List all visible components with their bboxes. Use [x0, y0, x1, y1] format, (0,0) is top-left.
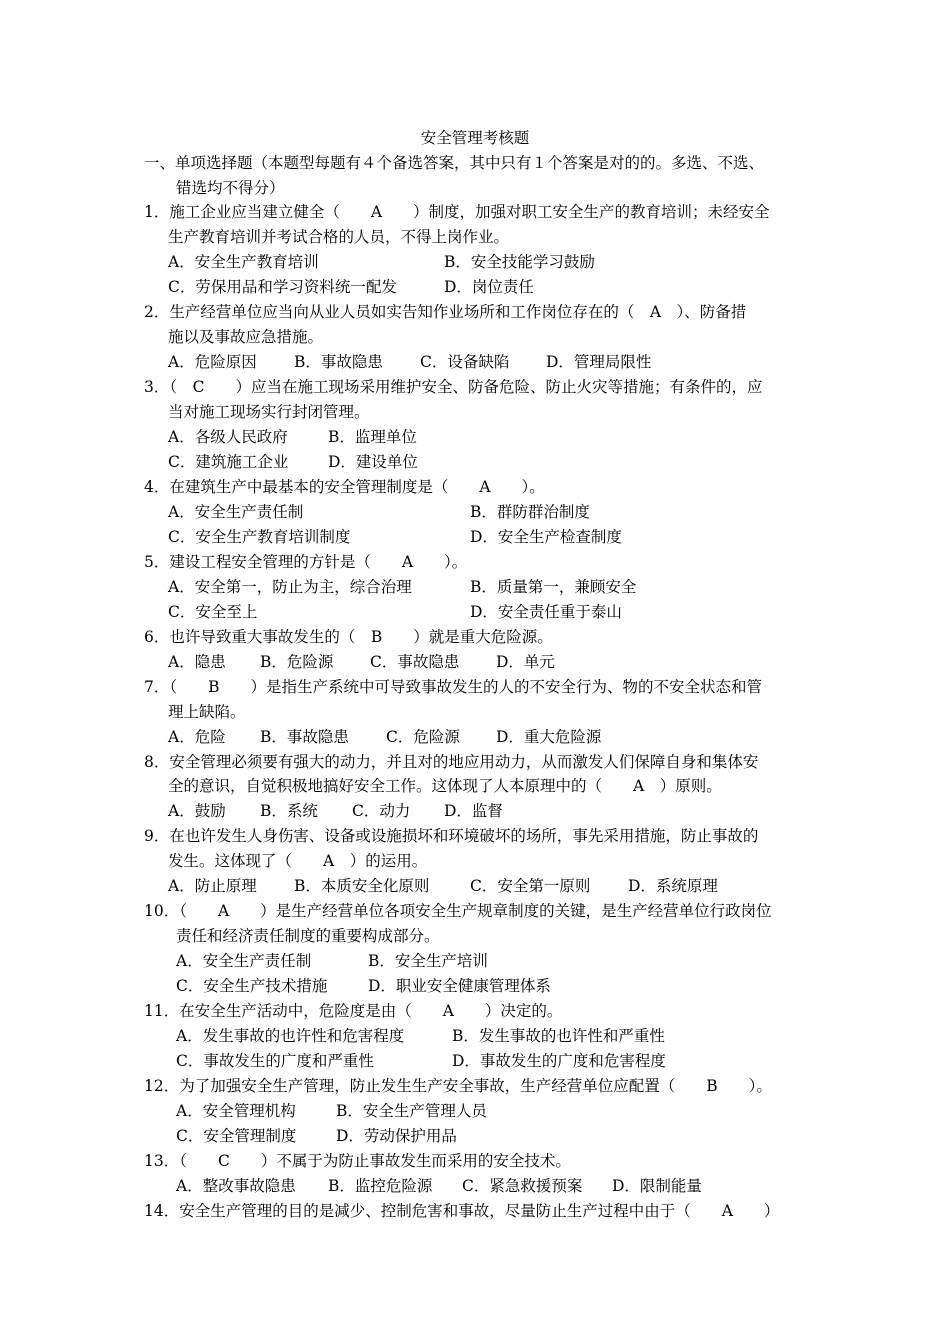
option-a[interactable]: A．隐患 — [168, 653, 226, 671]
option-c[interactable]: C．危险源 — [386, 728, 460, 746]
option-b[interactable]: B．质量第一，兼顾安全 — [470, 578, 637, 596]
question-text-cont: 理上缺陷。 — [168, 703, 246, 721]
question-text-cont: 全的意识，自觉积极地搞好安全工作。这体现了人本原理中的（ A ）原则。 — [168, 777, 722, 795]
option-d[interactable]: D．事故发生的广度和危害程度 — [452, 1052, 666, 1070]
option-b[interactable]: B．危险源 — [260, 653, 334, 671]
page-title: 安全管理考核题 — [420, 129, 530, 147]
option-d[interactable]: D．限制能量 — [612, 1177, 702, 1195]
option-d[interactable]: D．劳动保护用品 — [336, 1127, 457, 1145]
option-a[interactable]: A．安全生产责任制 — [176, 952, 312, 970]
question-text: 2．生产经营单位应当向从业人员如实告知作业场所和工作岗位存在的（ A ）、防备措 — [144, 303, 747, 321]
question-text: 9．在也许发生人身伤害、设备或设施损坏和环境破坏的场所，事先采用措施，防止事故的 — [144, 827, 759, 845]
option-c[interactable]: C．动力 — [352, 802, 411, 820]
option-a[interactable]: A．安全生产教育培训 — [168, 253, 319, 271]
question-text: 3．（ C ）应当在施工现场采用维护安全、防备危险、防止火灾等措施；有条件的，应 — [144, 378, 763, 396]
option-d[interactable]: D．监督 — [444, 802, 503, 820]
question-text: 5．建设工程安全管理的方针是（ A ）。 — [144, 553, 468, 571]
option-a[interactable]: A．安全第一，防止为主，综合治理 — [168, 578, 412, 596]
section-heading-cont: 错选均不得分） — [176, 179, 285, 197]
question-text-cont: 施以及事故应急措施。 — [168, 328, 324, 346]
option-b[interactable]: B．系统 — [260, 802, 318, 820]
option-b[interactable]: B．安全技能学习鼓励 — [444, 253, 595, 271]
option-d[interactable]: D．管理局限性 — [546, 353, 652, 371]
option-a[interactable]: A．整改事故隐患 — [176, 1177, 296, 1195]
option-c[interactable]: C．安全生产技术措施 — [176, 977, 328, 995]
option-b[interactable]: B．发生事故的也许性和严重性 — [452, 1027, 665, 1045]
option-b[interactable]: B．本质安全化原则 — [294, 877, 430, 895]
option-b[interactable]: B．事故隐患 — [260, 728, 349, 746]
option-b[interactable]: B．安全生产培训 — [368, 952, 488, 970]
option-c[interactable]: C．安全管理制度 — [176, 1127, 297, 1145]
option-b[interactable]: B．群防群治制度 — [470, 503, 590, 521]
option-d[interactable]: D．建设单位 — [328, 453, 418, 471]
question-text: 14．安全生产管理的目的是减少、控制危害和事故，尽量防止生产过程中由于（ A ） — [144, 1202, 780, 1220]
question-text: 7．（ B ）是指生产系统中可导致事故发生的人的不安全行为、物的不安全状态和管 — [144, 678, 763, 696]
option-d[interactable]: D．安全责任重于泰山 — [470, 603, 622, 621]
question-text: 13．（ C ）不属于为防止事故发生而采用的安全技术。 — [144, 1152, 571, 1170]
question-text: 4．在建筑生产中最基本的安全管理制度是（ A ）。 — [144, 478, 545, 496]
option-c[interactable]: C．紧急救援预案 — [462, 1177, 583, 1195]
option-b[interactable]: B．安全生产管理人员 — [336, 1102, 487, 1120]
question-text-cont: 发生。这体现了（ A ）的运用。 — [168, 852, 428, 870]
question-text: 10．（ A ）是生产经营单位各项安全生产规章制度的关键，是生产经营单位行政岗位 — [144, 902, 772, 920]
option-a[interactable]: A．危险原因 — [168, 353, 257, 371]
option-c[interactable]: C．建筑施工企业 — [168, 453, 289, 471]
question-text: 6．也许导致重大事故发生的（ B ）就是重大危险源。 — [144, 628, 553, 646]
option-a[interactable]: A．发生事故的也许性和危害程度 — [176, 1027, 405, 1045]
option-a[interactable]: A．安全管理机构 — [176, 1102, 296, 1120]
question-text: 1．施工企业应当建立健全（ A ）制度，加强对职工安全生产的教育培训；未经安全 — [144, 203, 770, 221]
question-text: 11．在安全生产活动中，危险度是由（ A ）决定的。 — [144, 1002, 563, 1020]
option-d[interactable]: D．安全生产检查制度 — [470, 528, 622, 546]
option-b[interactable]: B．事故隐患 — [294, 353, 383, 371]
option-b[interactable]: B．监控危险源 — [328, 1177, 433, 1195]
option-c[interactable]: C．安全至上 — [168, 603, 258, 621]
question-text-cont: 生产教育培训并考试合格的人员，不得上岗作业。 — [168, 228, 510, 246]
question-text-cont: 当对施工现场实行封闭管理。 — [168, 403, 370, 421]
option-c[interactable]: C．事故发生的广度和严重性 — [176, 1052, 374, 1070]
option-c[interactable]: C．设备缺陷 — [420, 353, 510, 371]
option-d[interactable]: D．职业安全健康管理体系 — [368, 977, 551, 995]
option-c[interactable]: C．事故隐患 — [370, 653, 460, 671]
option-a[interactable]: A．防止原理 — [168, 877, 257, 895]
option-a[interactable]: A．鼓励 — [168, 802, 226, 820]
section-heading: 一、单项选择题（本题型每题有４个备选答案，其中只有１个答案是对的的。多选、不选、 — [144, 154, 765, 172]
option-c[interactable]: C．劳保用品和学习资料统一配发 — [168, 278, 397, 296]
question-text: 8．安全管理必须要有强大的动力，并且对的地应用动力，从而激发人们保障自身和集体安 — [144, 753, 759, 771]
question-text-cont: 责任和经济责任制度的重要构成部分。 — [176, 927, 440, 945]
option-d[interactable]: D．单元 — [496, 653, 555, 671]
option-a[interactable]: A．安全生产责任制 — [168, 503, 304, 521]
option-c[interactable]: C．安全生产教育培训制度 — [168, 528, 351, 546]
option-b[interactable]: B．监理单位 — [328, 428, 417, 446]
option-c[interactable]: C．安全第一原则 — [470, 877, 591, 895]
option-a[interactable]: A．危险 — [168, 728, 226, 746]
option-a[interactable]: A．各级人民政府 — [168, 428, 288, 446]
option-d[interactable]: D．系统原理 — [628, 877, 718, 895]
option-d[interactable]: D．岗位责任 — [444, 278, 534, 296]
question-text: 12．为了加强安全生产管理，防止发生生产安全事故，生产经营单位应配置（ B ）。 — [144, 1077, 772, 1095]
option-d[interactable]: D．重大危险源 — [496, 728, 602, 746]
